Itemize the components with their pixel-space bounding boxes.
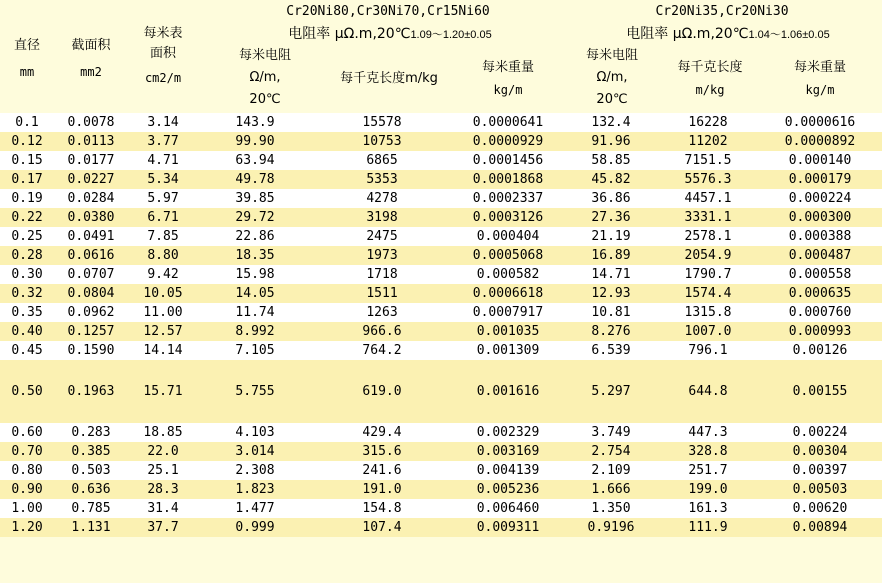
table-cell: 0.45 <box>0 341 54 360</box>
table-cell: 429.4 <box>312 423 452 442</box>
table-cell: 0.000993 <box>758 322 882 341</box>
col-diameter: 直径 <box>13 38 40 53</box>
table-cell: 0.000179 <box>758 170 882 189</box>
table-cell: 0.0002337 <box>452 189 564 208</box>
table-cell: 28.3 <box>128 480 198 499</box>
table-cell: 0.15 <box>0 151 54 170</box>
table-cell: 966.6 <box>312 322 452 341</box>
table-cell: 0.0000929 <box>452 132 564 151</box>
table-cell: 58.85 <box>564 151 658 170</box>
col-surface-unit: cm2/m <box>144 71 182 85</box>
table-cell: 91.96 <box>564 132 658 151</box>
table-cell: 0.0380 <box>54 208 128 227</box>
table-row <box>0 265 882 284</box>
table-cell: 0.00126 <box>758 341 882 360</box>
table-cell: 3331.1 <box>658 208 758 227</box>
table-cell: 2475 <box>312 227 452 246</box>
g1-weight-line1: 每米重量 <box>481 60 534 75</box>
table-cell: 0.0078 <box>54 113 128 132</box>
table-cell: 0.35 <box>0 303 54 322</box>
g1-length-per-kg: 每千克长度m/kg <box>340 71 438 86</box>
table-cell: 45.82 <box>564 170 658 189</box>
table-cell: 0.0227 <box>54 170 128 189</box>
table-cell: 5.97 <box>128 189 198 208</box>
table-cell: 0.0006618 <box>452 284 564 303</box>
table-cell: 0.00503 <box>758 480 882 499</box>
table-cell: 0.000487 <box>758 246 882 265</box>
table-cell: 10753 <box>312 132 452 151</box>
table-cell: 10.81 <box>564 303 658 322</box>
table-cell: 0.28 <box>0 246 54 265</box>
table-cell: 0.0005068 <box>452 246 564 265</box>
g2-resistance-line3: 20℃ <box>596 92 628 107</box>
table-cell: 2054.9 <box>658 246 758 265</box>
table-cell: 31.4 <box>128 499 198 518</box>
table-cell: 1.131 <box>54 518 128 537</box>
table-row <box>0 480 882 499</box>
table-cell: 0.000582 <box>452 265 564 284</box>
table-cell: 764.2 <box>312 341 452 360</box>
table-cell: 251.7 <box>658 461 758 480</box>
table-cell: 7.85 <box>128 227 198 246</box>
table-cell: 0.000404 <box>452 227 564 246</box>
table-cell: 0.000388 <box>758 227 882 246</box>
table-row <box>0 246 882 265</box>
g1-resistance-line1: 每米电阻 <box>238 48 291 63</box>
table-cell: 0.0003126 <box>452 208 564 227</box>
table-cell: 199.0 <box>658 480 758 499</box>
table-row <box>0 132 882 151</box>
table-cell: 0.385 <box>54 442 128 461</box>
table-cell: 0.00397 <box>758 461 882 480</box>
table-cell: 796.1 <box>658 341 758 360</box>
table-cell: 5.755 <box>198 360 312 423</box>
group2-alloys: Cr20Ni35,Cr20Ni30 <box>655 4 789 19</box>
table-cell: 0.90 <box>0 480 54 499</box>
table-row <box>0 461 882 480</box>
table-cell: 6865 <box>312 151 452 170</box>
table-cell: 644.8 <box>658 360 758 423</box>
table-cell: 1574.4 <box>658 284 758 303</box>
group2-resistivity: 电阻率 μΩ.m,20℃1.04～1.06±0.05 <box>626 26 830 42</box>
table-cell: 4278 <box>312 189 452 208</box>
table-cell: 5353 <box>312 170 452 189</box>
table-cell: 11.00 <box>128 303 198 322</box>
table-cell: 29.72 <box>198 208 312 227</box>
table-row <box>0 360 882 423</box>
table-cell: 143.9 <box>198 113 312 132</box>
table-row <box>0 208 882 227</box>
table-cell: 0.000558 <box>758 265 882 284</box>
table-cell: 8.276 <box>564 322 658 341</box>
table-cell: 154.8 <box>312 499 452 518</box>
table-cell: 11.74 <box>198 303 312 322</box>
table-cell: 15.98 <box>198 265 312 284</box>
table-cell: 0.40 <box>0 322 54 341</box>
table-cell: 0.0113 <box>54 132 128 151</box>
table-cell: 0.001616 <box>452 360 564 423</box>
table-cell: 1.477 <box>198 499 312 518</box>
table-cell: 0.00620 <box>758 499 882 518</box>
table-cell: 5576.3 <box>658 170 758 189</box>
col-surface-line2: 面积 <box>149 46 176 61</box>
table-cell: 5.297 <box>564 360 658 423</box>
table-cell: 2578.1 <box>658 227 758 246</box>
table-cell: 0.006460 <box>452 499 564 518</box>
table-cell: 1.20 <box>0 518 54 537</box>
table-row <box>0 170 882 189</box>
table-cell: 15578 <box>312 113 452 132</box>
table-cell: 2.308 <box>198 461 312 480</box>
table-cell: 0.000140 <box>758 151 882 170</box>
g2-length-line1: 每千克长度 <box>677 60 743 75</box>
table-cell: 0.00894 <box>758 518 882 537</box>
table-cell: 12.57 <box>128 322 198 341</box>
table-cell: 0.636 <box>54 480 128 499</box>
table-cell: 4457.1 <box>658 189 758 208</box>
table-cell: 0.1590 <box>54 341 128 360</box>
table-cell: 0.001035 <box>452 322 564 341</box>
table-cell: 4.71 <box>128 151 198 170</box>
table-cell: 0.0616 <box>54 246 128 265</box>
g2-resistance-line2: Ω/m, <box>596 70 628 85</box>
table-row <box>0 284 882 303</box>
table-cell: 0.00155 <box>758 360 882 423</box>
col-surface-line1: 每米表 <box>143 26 183 41</box>
group1-resistivity: 电阻率 μΩ.m,20℃1.09～1.20±0.05 <box>288 26 492 42</box>
g1-resistance-line3: 20℃ <box>249 92 281 107</box>
table-cell: 8.80 <box>128 246 198 265</box>
g1-resistance-line2: Ω/m, <box>249 70 281 85</box>
table-header <box>0 0 882 113</box>
table-cell: 107.4 <box>312 518 452 537</box>
table-cell: 0.25 <box>0 227 54 246</box>
table-cell: 18.35 <box>198 246 312 265</box>
table-cell: 0.999 <box>198 518 312 537</box>
table-cell: 0.17 <box>0 170 54 189</box>
table-cell: 0.0000616 <box>758 113 882 132</box>
table-cell: 6.539 <box>564 341 658 360</box>
table-cell: 14.71 <box>564 265 658 284</box>
table-cell: 0.0177 <box>54 151 128 170</box>
table-cell: 4.103 <box>198 423 312 442</box>
table-cell: 0.1 <box>0 113 54 132</box>
table-cell: 1007.0 <box>658 322 758 341</box>
table-cell: 0.785 <box>54 499 128 518</box>
table-cell: 0.1257 <box>54 322 128 341</box>
table-cell: 49.78 <box>198 170 312 189</box>
table-row <box>0 423 882 442</box>
g2-length-line2: m/kg <box>695 83 725 97</box>
table-cell: 3198 <box>312 208 452 227</box>
table-row <box>0 303 882 322</box>
table-cell: 1.00 <box>0 499 54 518</box>
table-cell: 3.14 <box>128 113 198 132</box>
table-cell: 6.71 <box>128 208 198 227</box>
table-cell: 0.9196 <box>564 518 658 537</box>
g1-weight-line2: kg/m <box>493 83 523 97</box>
table-cell: 0.22 <box>0 208 54 227</box>
data-table <box>0 113 882 537</box>
table-cell: 2.754 <box>564 442 658 461</box>
table-cell: 21.19 <box>564 227 658 246</box>
table-cell: 0.503 <box>54 461 128 480</box>
table-cell: 25.1 <box>128 461 198 480</box>
table-cell: 0.001309 <box>452 341 564 360</box>
table-cell: 1973 <box>312 246 452 265</box>
table-cell: 0.30 <box>0 265 54 284</box>
table-cell: 0.80 <box>0 461 54 480</box>
table-row <box>0 113 882 132</box>
g2-weight-line2: kg/m <box>805 83 835 97</box>
table-cell: 0.0000892 <box>758 132 882 151</box>
table-cell: 22.86 <box>198 227 312 246</box>
table-cell: 619.0 <box>312 360 452 423</box>
table-cell: 1718 <box>312 265 452 284</box>
table-cell: 0.32 <box>0 284 54 303</box>
table-cell: 3.77 <box>128 132 198 151</box>
table-cell: 1263 <box>312 303 452 322</box>
table-cell: 315.6 <box>312 442 452 461</box>
table-cell: 0.12 <box>0 132 54 151</box>
table-cell: 0.70 <box>0 442 54 461</box>
table-cell: 39.85 <box>198 189 312 208</box>
table-cell: 0.0284 <box>54 189 128 208</box>
table-cell: 16228 <box>658 113 758 132</box>
col-diameter-unit: mm <box>19 65 35 79</box>
table-cell: 14.14 <box>128 341 198 360</box>
table-cell: 0.000760 <box>758 303 882 322</box>
table-cell: 27.36 <box>564 208 658 227</box>
table-cell: 36.86 <box>564 189 658 208</box>
table-cell: 111.9 <box>658 518 758 537</box>
table-cell: 191.0 <box>312 480 452 499</box>
table-cell: 15.71 <box>128 360 198 423</box>
table-cell: 0.000635 <box>758 284 882 303</box>
table-cell: 0.0804 <box>54 284 128 303</box>
table-cell: 11202 <box>658 132 758 151</box>
table-cell: 0.60 <box>0 423 54 442</box>
table-cell: 7.105 <box>198 341 312 360</box>
table-cell: 0.0000641 <box>452 113 564 132</box>
table-cell: 0.1963 <box>54 360 128 423</box>
table-cell: 1511 <box>312 284 452 303</box>
table-row <box>0 518 882 537</box>
table-cell: 2.109 <box>564 461 658 480</box>
table-row <box>0 442 882 461</box>
table-cell: 7151.5 <box>658 151 758 170</box>
table-cell: 12.93 <box>564 284 658 303</box>
table-cell: 14.05 <box>198 284 312 303</box>
table-cell: 0.0001456 <box>452 151 564 170</box>
table-row <box>0 322 882 341</box>
table-cell: 0.0007917 <box>452 303 564 322</box>
table-cell: 1790.7 <box>658 265 758 284</box>
table-cell: 99.90 <box>198 132 312 151</box>
table-cell: 0.004139 <box>452 461 564 480</box>
table-cell: 3.014 <box>198 442 312 461</box>
g2-weight-line1: 每米重量 <box>793 60 846 75</box>
g2-resistance-line1: 每米电阻 <box>585 48 638 63</box>
table-cell: 0.000224 <box>758 189 882 208</box>
col-area-unit: mm2 <box>80 65 102 79</box>
table-cell: 241.6 <box>312 461 452 480</box>
table-cell: 0.000300 <box>758 208 882 227</box>
table-cell: 1.350 <box>564 499 658 518</box>
group1-alloys: Cr20Ni80,Cr30Ni70,Cr15Ni60 <box>286 4 490 19</box>
table-cell: 10.05 <box>128 284 198 303</box>
table-cell: 0.005236 <box>452 480 564 499</box>
table-cell: 22.0 <box>128 442 198 461</box>
table-cell: 16.89 <box>564 246 658 265</box>
table-row <box>0 189 882 208</box>
table-cell: 0.0001868 <box>452 170 564 189</box>
table-row <box>0 151 882 170</box>
table-cell: 37.7 <box>128 518 198 537</box>
table-cell: 0.0962 <box>54 303 128 322</box>
table-row <box>0 227 882 246</box>
table-cell: 0.283 <box>54 423 128 442</box>
table-row <box>0 499 882 518</box>
table-cell: 0.009311 <box>452 518 564 537</box>
col-area: 截面积 <box>71 38 111 53</box>
table-cell: 1.823 <box>198 480 312 499</box>
table-cell: 18.85 <box>128 423 198 442</box>
table-cell: 9.42 <box>128 265 198 284</box>
table-cell: 0.00224 <box>758 423 882 442</box>
table-cell: 5.34 <box>128 170 198 189</box>
table-cell: 8.992 <box>198 322 312 341</box>
table-cell: 0.50 <box>0 360 54 423</box>
table-cell: 0.003169 <box>452 442 564 461</box>
table-cell: 0.19 <box>0 189 54 208</box>
table-cell: 3.749 <box>564 423 658 442</box>
table-cell: 132.4 <box>564 113 658 132</box>
table-cell: 0.0491 <box>54 227 128 246</box>
table-cell: 447.3 <box>658 423 758 442</box>
table-cell: 161.3 <box>658 499 758 518</box>
table-row <box>0 341 882 360</box>
table-cell: 0.002329 <box>452 423 564 442</box>
table-cell: 1315.8 <box>658 303 758 322</box>
table-cell: 0.00304 <box>758 442 882 461</box>
table-cell: 63.94 <box>198 151 312 170</box>
table-cell: 1.666 <box>564 480 658 499</box>
table-cell: 328.8 <box>658 442 758 461</box>
table-cell: 0.0707 <box>54 265 128 284</box>
